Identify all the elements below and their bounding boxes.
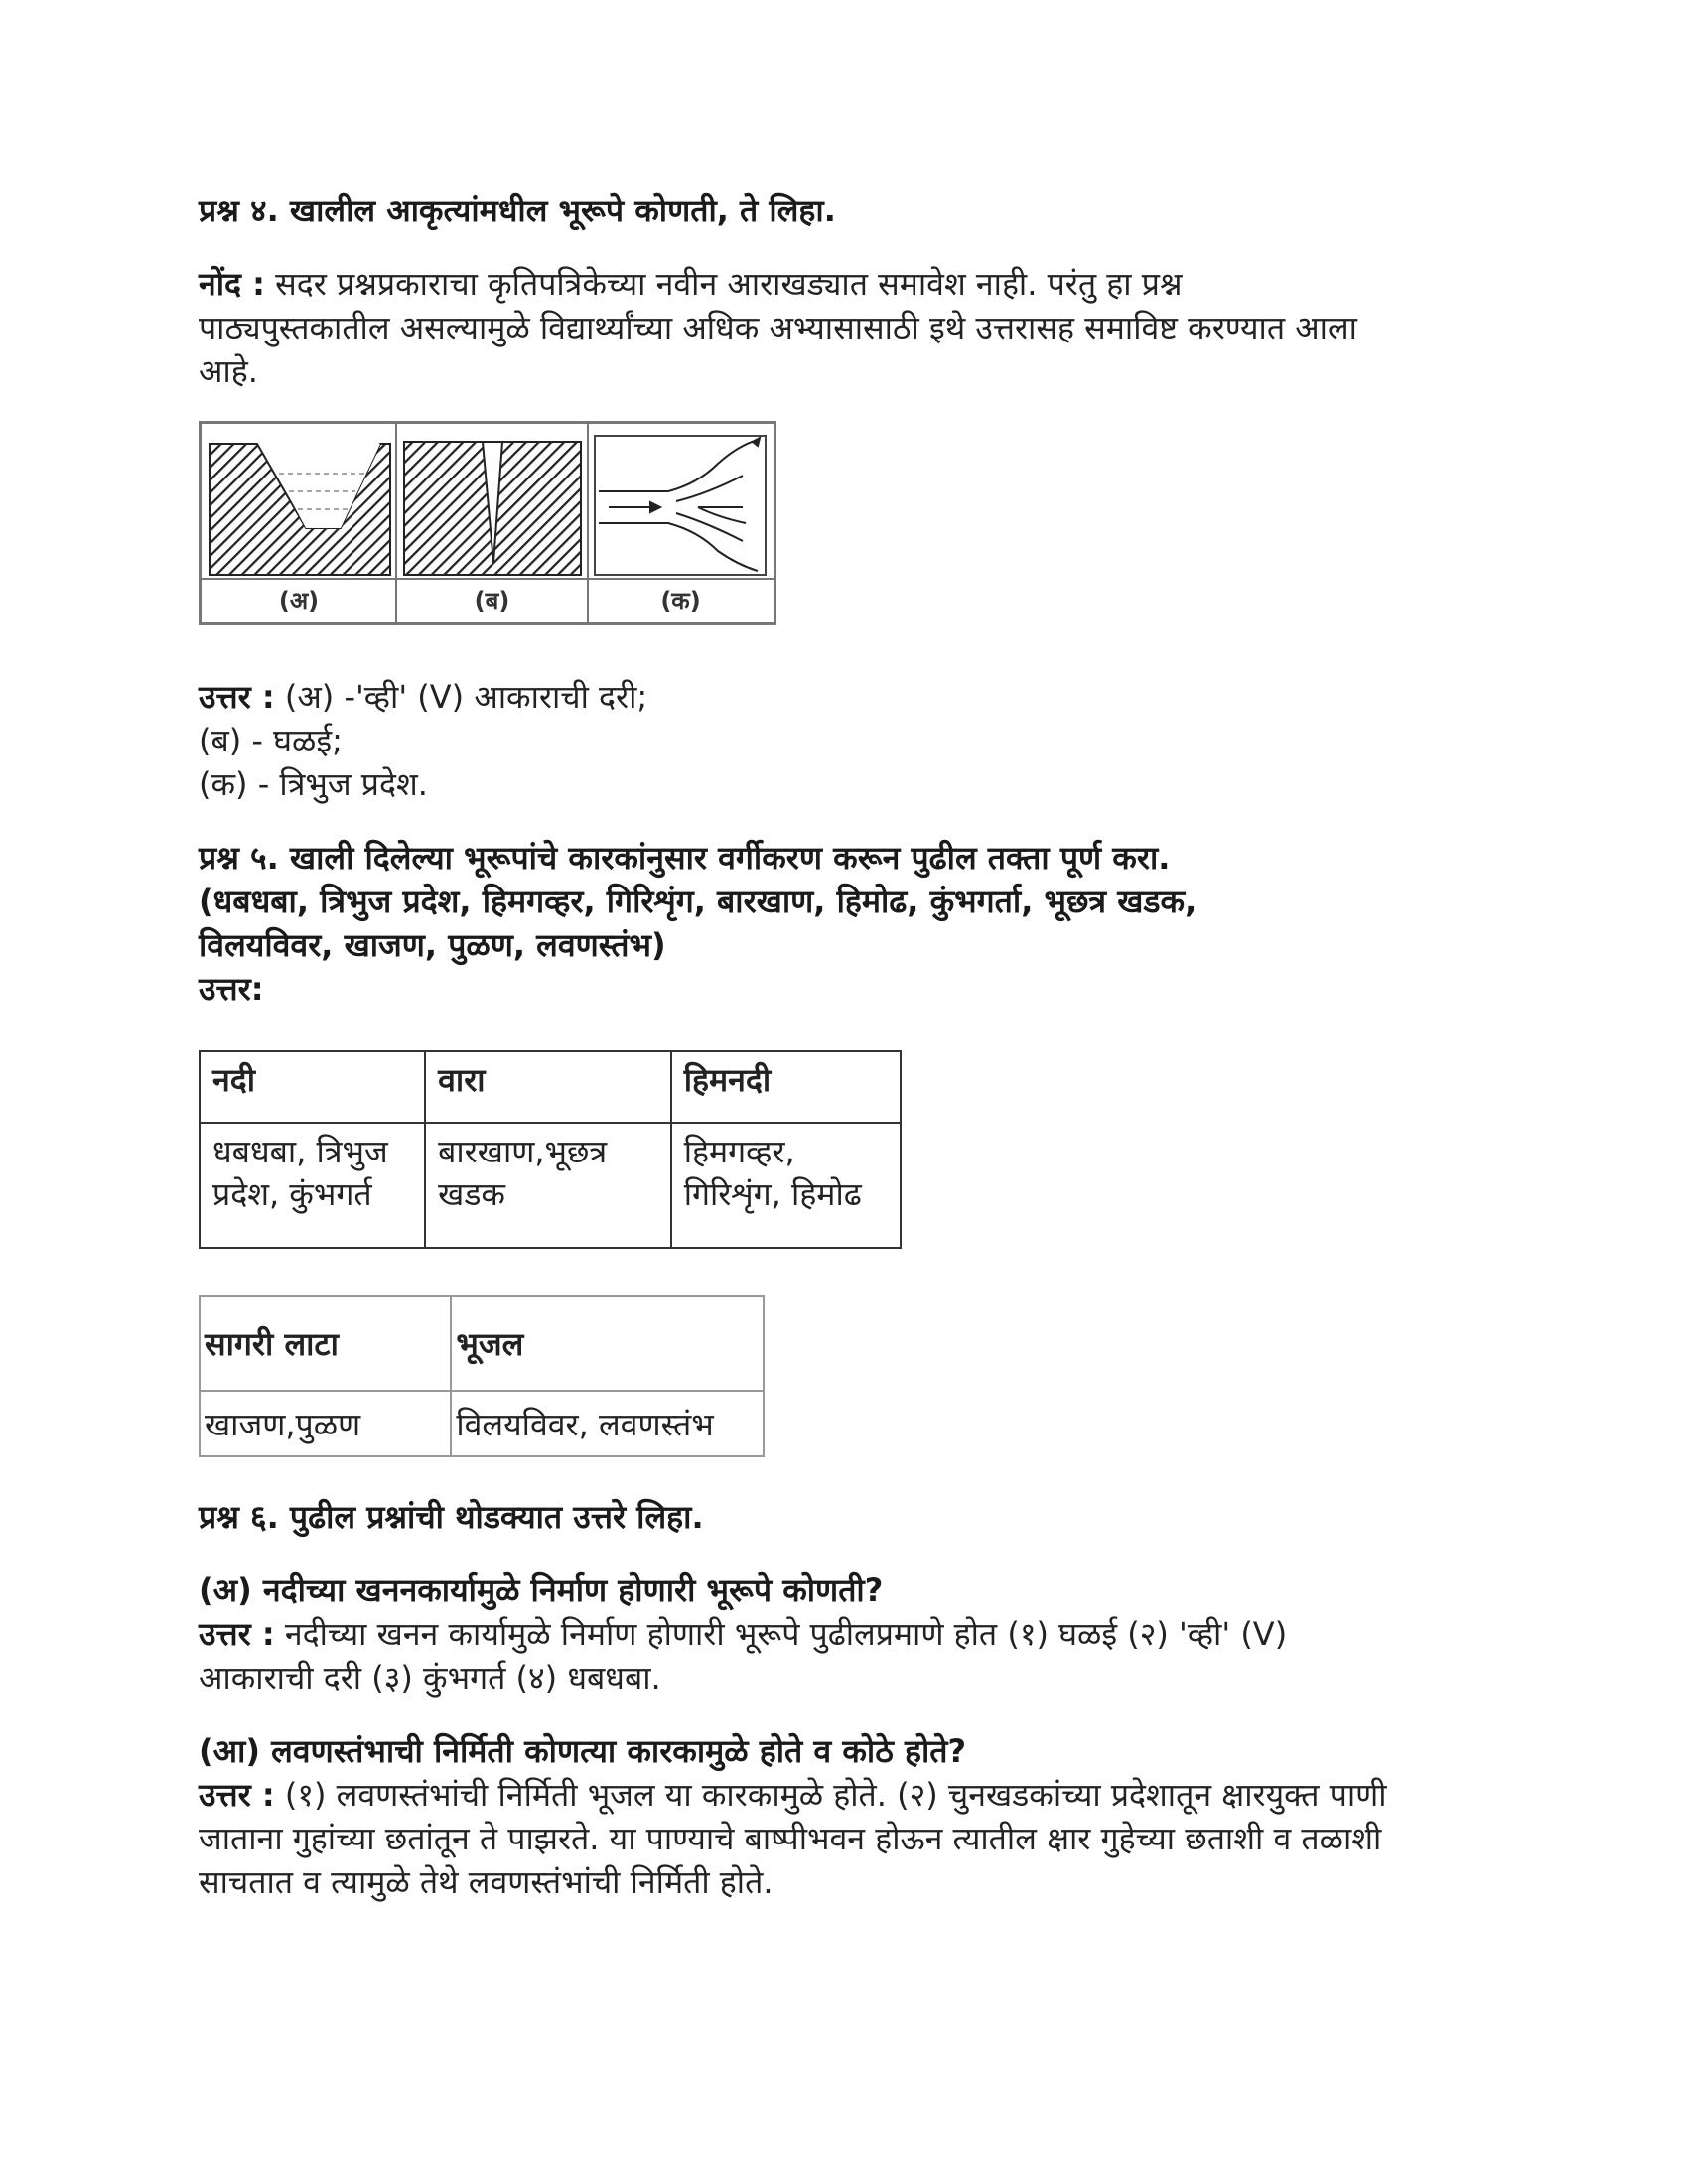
header-river: नदी [200,1051,425,1123]
cell-river [200,1123,425,1248]
q4-note [199,262,1509,306]
q4-answer [199,675,1509,719]
cell-groundwater: विलयविवर, लवणस्तंभ [451,1391,764,1456]
answer-line3: (क) - त्रिभुज प्रदेश. [199,765,428,803]
cell-wind [425,1123,671,1248]
answer-line2: (ब) - घळई; [199,722,343,759]
q6-b-answer-line2: जाताना गुहांच्या छतांतून ते पाझरते. या पाण्याचे बाष्पीभवन होऊन त्यातील क्षार गुहेच्या छताशी व तळाशी [199,1820,1382,1857]
cell-wind-line1: बारखाण,भूछत्र [438,1133,608,1170]
q5-list-line1: (धबधबा, त्रिभुज प्रदेश, हिमगव्हर, गिरिशृंग, बारखाण, हिमोढ, कुंभगर्ता, भूछत्र खडक, [199,883,1197,920]
q5-answer-label: उत्तर: [199,970,264,1008]
q6-title: प्रश्न ६. पुढील प्रश्नांची थोडक्यात उत्तरे लिहा. [199,1498,704,1536]
q5-title: प्रश्न ५. खाली दिलेल्या भूरूपांचे कारकांनुसार वर्गीकरण करून पुढील तक्ता पूर्ण करा. [199,839,1171,877]
cell-glacier-line1: हिमगव्हर, [683,1133,795,1170]
q6-a-answer [199,1612,1509,1656]
header-groundwater: भूजल [451,1296,764,1391]
q6-b-answer-line3: साचतात व त्यामुळे तेथे लवणस्तंभांची निर्मिती होते. [199,1863,774,1901]
q6-b-answer-label: उत्तर : [199,1776,275,1814]
delta-diagram [595,436,766,575]
classification-table-2 [199,1295,765,1457]
q6-b-answer-line1: (१) लवणस्तंभांची निर्मिती भूजल या कारकामुळे होते. (२) चुनखडकांच्या प्रदेशातून क्षारयुक्त पाणी [274,1776,1387,1814]
note-line2: पाठ्यपुस्तकातील असल्यामुळे विद्यार्थ्यांच्या अधिक अभ्यासासाठी इथे उत्तरासह समाविष्ट करण्यात आला [199,309,1357,346]
gorge-diagram [404,442,581,575]
cell-wind-line2: खडक [438,1175,506,1213]
answer-label: उत्तर : [199,678,275,716]
header-glacier: हिमनदी [671,1051,901,1123]
cell-sea-waves: खाजण,पुळण [200,1391,451,1456]
cell-river-line2: प्रदेश, कुंभगर्त [212,1175,372,1213]
q5-list-line2: विलयविवर, खाजण, पुळण, लवणस्तंभ) [199,926,666,964]
q6-a-answer-line2: आकाराची दरी (३) कुंभगर्त (४) धबधबा. [199,1659,661,1697]
note-label: नोंद : [199,265,265,303]
q6-b-answer [199,1773,1509,1817]
answer-line1: (अ) -'व्ही' (V) आकाराची दरी; [274,678,648,716]
landform-figure-drawing [202,424,774,578]
header-wind: वारा [425,1051,671,1123]
q6-a-question: (अ) नदीच्या खननकार्यामुळे निर्माण होणारी भूरूपे कोणती? [199,1571,884,1609]
caption-c: (क) [660,587,701,614]
q4-title: प्रश्न ४. खालील आकृत्यांमधील भूरूपे कोणती, ते लिहा. [199,192,836,229]
q6-b-question: (आ) लवणस्तंभाची निर्मिती कोणत्या कारकामुळे होते व कोठे होते? [199,1732,967,1770]
q6-a-answer-label: उत्तर : [199,1615,275,1653]
q6-a-answer-line1: नदीच्या खनन कार्यामुळे निर्माण होणारी भूरूपे पुढीलप्रमाणे होत (१) घळई (२) 'व्ही' (V) [274,1615,1288,1653]
header-sea-waves: सागरी लाटा [200,1296,451,1391]
caption-a: (अ) [278,587,320,614]
note-line3: आहे. [199,352,258,390]
note-line1: सदर प्रश्नप्रकाराचा कृतिपत्रिकेच्या नवीन आराखड्यात समावेश नाही. परंतु हा प्रश्न [264,265,1183,303]
figure-caption-row [202,578,774,622]
v-valley-diagram [210,444,390,575]
cell-river-line1: धबधबा, त्रिभुज [212,1133,388,1170]
cell-glacier-line2: गिरिशृंग, हिमोढ [683,1175,862,1213]
document-page [199,189,1509,1904]
cell-glacier [671,1123,901,1248]
classification-table-1 [199,1050,902,1249]
caption-b: (ब) [474,587,510,614]
landform-figure [199,421,776,625]
